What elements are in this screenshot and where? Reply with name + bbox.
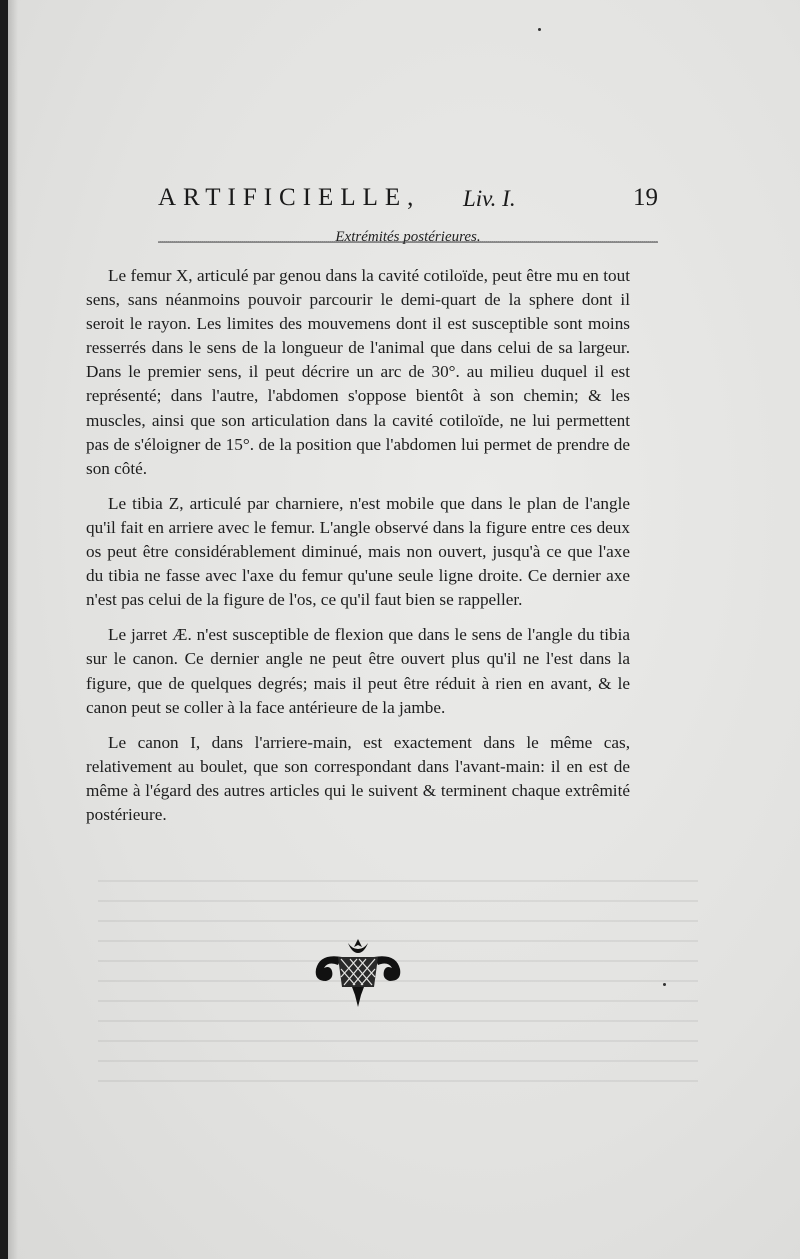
page-number: 19 bbox=[633, 184, 658, 211]
running-title: ARTIFICIELLE, bbox=[158, 184, 421, 211]
section-title: Extrémités postérieures. bbox=[335, 229, 481, 245]
paper-speck bbox=[663, 983, 666, 986]
paragraph-canon: Le canon I, dans l'arriere-main, est exactement dans le même cas, relativement au boulet, que son correspondant dans l'avant-main: il en est de même à l'égard des autres articles qui le suivent & terminent chaque extrêmité postérieure. bbox=[86, 732, 630, 824]
page-binding-shadow bbox=[8, 0, 18, 1259]
section-heading-row bbox=[158, 228, 658, 248]
body-text bbox=[86, 264, 630, 837]
paragraph-tibia: Le tibia Z, articulé par charniere, n'est mobile que dans le plan de l'angle qu'il fait en arriere avec le femur. L'angle observé dans la figure entre ces deux os peut être considérablement diminué, mais non ouvert, jusqu'à ce que l'axe du tibia ne fasse avec l'axe du femur qu'une seule ligne droite. Ce dernier axe n'est pas celui de la figure de l'os, ce qu'il faut bien se rappeller. bbox=[86, 493, 630, 610]
paragraph-jarret: Le jarret Æ. n'est susceptible de flexion que dans le sens de l'angle du tibia sur le canon. Ce dernier angle ne peut être ouvert plus qu'il ne l'est dans la figure, que de quelques degrés; mais il peut être réduit à rien en avant, & le canon peut se coller à la face antérieure de la jambe. bbox=[86, 625, 630, 717]
book-reference: Liv. I. bbox=[463, 186, 516, 211]
page-header bbox=[158, 184, 658, 224]
book-page bbox=[8, 0, 800, 1259]
paragraph-femur: Le femur X, articulé par genou dans la cavité cotiloïde, peut être mu en tout sens, sans néanmoins pouvoir parcourir le demi-quart de la sphere dont il seroit le rayon. Les limites des mouvemens dont il est susceptible sont moins resserrés dans le sens de la longueur de l'animal que dans celui de sa largeur. Dans le premier sens, il peut décrire un arc de 30°. au milieu duquel il est représenté; dans l'autre, l'abdomen s'oppose bientôt à son chemin; & les muscles, ainsi que son articulation dans la cavité cotiloïde, ne lui permettent pas de s'éloigner de 15°. de la position que l'abdomen lui permet de prendre de son côté. bbox=[86, 266, 630, 478]
paper-speck bbox=[538, 28, 541, 31]
basket-ornament-icon bbox=[308, 935, 408, 1015]
